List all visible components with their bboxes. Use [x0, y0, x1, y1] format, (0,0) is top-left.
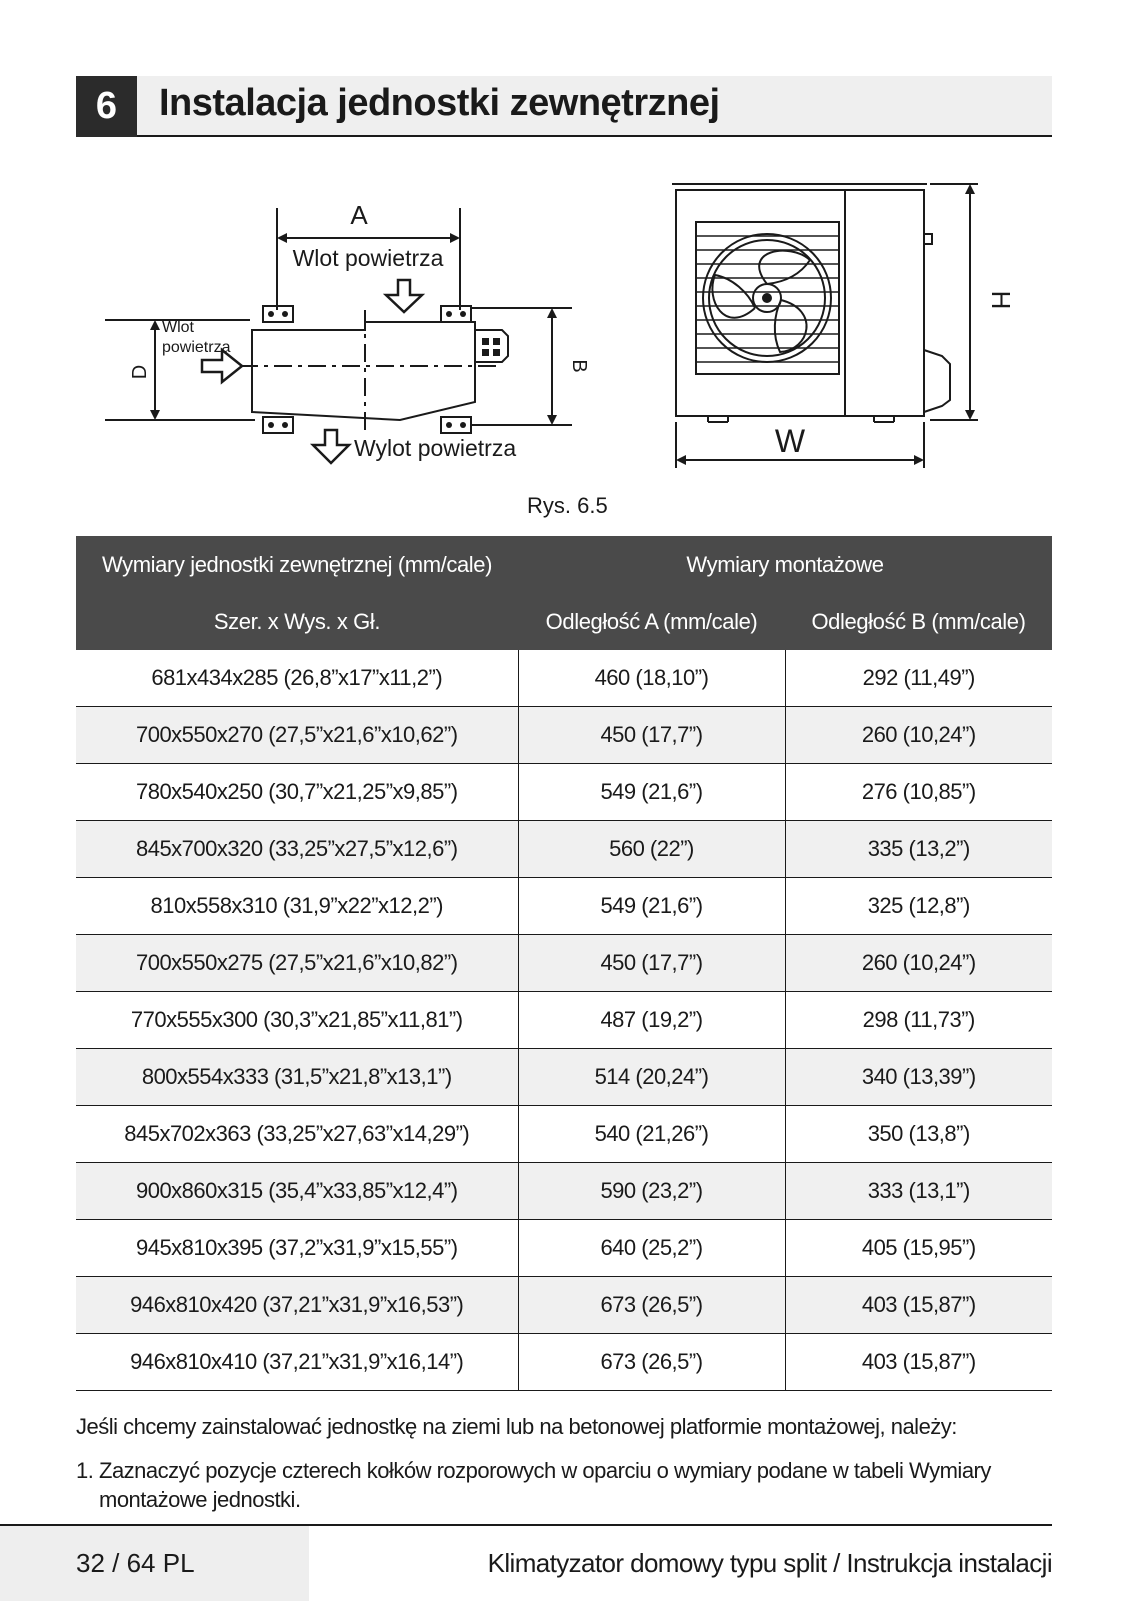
table-row: [76, 935, 1052, 992]
dimension-b-label: B: [568, 359, 590, 373]
section-title-bar: [137, 76, 1052, 137]
cell-distance-b: 333 (13,1”): [785, 1163, 1052, 1220]
section-title: Instalacja jednostki zewnętrznej: [159, 82, 720, 124]
cell-dimensions: 946x810x410 (37,21”x31,9”x16,14”): [76, 1334, 518, 1391]
air-inlet-top-label: Wlot powietrza: [292, 245, 444, 271]
cell-dimensions: 770x555x300 (30,3”x21,85”x11,81”): [76, 992, 518, 1049]
cell-distance-a: 450 (17,7”): [518, 935, 785, 992]
air-inlet-side-label-line1: Wlot: [162, 319, 194, 336]
page-number: 32 / 64 PL: [76, 1548, 195, 1578]
cell-dimensions: 810x558x310 (31,9”x22”x12,2”): [76, 878, 518, 935]
cell-distance-a: 673 (26,5”): [518, 1334, 785, 1391]
table-row: [76, 1220, 1052, 1277]
table-row: [76, 650, 1052, 707]
step-1-number: 1.: [76, 1458, 94, 1483]
document-title: Klimatyzator domowy typu split / Instrukcja instalacji: [487, 1548, 1052, 1578]
dimension-h-label: H: [986, 290, 1016, 310]
cell-distance-b: 335 (13,2”): [785, 821, 1052, 878]
section-number: 6: [76, 76, 137, 137]
header-distance-b: Odległość B (mm/cale): [785, 593, 1052, 650]
section-header: [76, 76, 1052, 137]
cell-distance-b: 276 (10,85”): [785, 764, 1052, 821]
cell-distance-a: 487 (19,2”): [518, 992, 785, 1049]
figure-caption: Rys. 6.5: [527, 493, 608, 518]
cell-dimensions: 700x550x270 (27,5”x21,6”x10,62”): [76, 707, 518, 764]
table-row: [76, 821, 1052, 878]
cell-dimensions: 780x540x250 (30,7”x21,25”x9,85”): [76, 764, 518, 821]
step-1: [76, 1456, 1036, 1514]
dimension-a-label: A: [350, 200, 368, 230]
table-header-row-1: [76, 536, 1052, 593]
table-row: [76, 1163, 1052, 1220]
table-row: [76, 1334, 1052, 1391]
cell-distance-b: 292 (11,49”): [785, 650, 1052, 707]
cell-distance-b: 403 (15,87”): [785, 1334, 1052, 1391]
cell-distance-a: 590 (23,2”): [518, 1163, 785, 1220]
air-outlet-label: Wylot powietrza: [354, 435, 517, 461]
cell-distance-b: 298 (11,73”): [785, 992, 1052, 1049]
dimensions-table: [76, 536, 1052, 1391]
cell-distance-b: 260 (10,24”): [785, 707, 1052, 764]
table-row: [76, 878, 1052, 935]
step-1-text: Zaznaczyć pozycje czterech kołków rozporowych w oparciu o wymiary podane w tabeli Wymiary montażowe jednostki.: [99, 1458, 991, 1512]
outdoor-unit-diagram: [0, 160, 1128, 530]
dimension-w-label: W: [774, 423, 806, 459]
header-mounting-dimensions: Wymiary montażowe: [518, 536, 1052, 593]
cell-distance-a: 560 (22”): [518, 821, 785, 878]
table-row: [76, 1277, 1052, 1334]
cell-distance-b: 405 (15,95”): [785, 1220, 1052, 1277]
cell-dimensions: 845x700x320 (33,25”x27,5”x12,6”): [76, 821, 518, 878]
cell-dimensions: 681x434x285 (26,8”x17”x11,2”): [76, 650, 518, 707]
cell-dimensions: 946x810x420 (37,21”x31,9”x16,53”): [76, 1277, 518, 1334]
header-width-height-depth: Szer. x Wys. x Gł.: [76, 593, 518, 650]
cell-distance-a: 549 (21,6”): [518, 764, 785, 821]
cell-distance-a: 540 (21,26”): [518, 1106, 785, 1163]
intro-paragraph: Jeśli chcemy zainstalować jednostkę na ziemi lub na betonowej platformie montażowej, należy:: [76, 1414, 957, 1439]
cell-distance-a: 514 (20,24”): [518, 1049, 785, 1106]
cell-distance-a: 549 (21,6”): [518, 878, 785, 935]
cell-dimensions: 845x702x363 (33,25”x27,63”x14,29”): [76, 1106, 518, 1163]
cell-dimensions: 800x554x333 (31,5”x21,8”x13,1”): [76, 1049, 518, 1106]
table-row: [76, 1106, 1052, 1163]
table-row: [76, 1049, 1052, 1106]
header-distance-a: Odległość A (mm/cale): [518, 593, 785, 650]
table-row: [76, 707, 1052, 764]
air-inlet-side-label-line2: powietrza: [162, 339, 231, 356]
dimension-d-label: D: [129, 364, 151, 380]
cell-distance-b: 260 (10,24”): [785, 935, 1052, 992]
table-header-row-2: [76, 593, 1052, 650]
cell-dimensions: 900x860x315 (35,4”x33,85”x12,4”): [76, 1163, 518, 1220]
header-unit-dimensions: Wymiary jednostki zewnętrznej (mm/cale): [76, 536, 518, 593]
table-row: [76, 764, 1052, 821]
cell-dimensions: 700x550x275 (27,5”x21,6”x10,82”): [76, 935, 518, 992]
table-row: [76, 992, 1052, 1049]
cell-dimensions: 945x810x395 (37,2”x31,9”x15,55”): [76, 1220, 518, 1277]
cell-distance-b: 325 (12,8”): [785, 878, 1052, 935]
cell-distance-b: 350 (13,8”): [785, 1106, 1052, 1163]
cell-distance-b: 340 (13,39”): [785, 1049, 1052, 1106]
cell-distance-a: 460 (18,10”): [518, 650, 785, 707]
cell-distance-a: 640 (25,2”): [518, 1220, 785, 1277]
cell-distance-b: 403 (15,87”): [785, 1277, 1052, 1334]
cell-distance-a: 673 (26,5”): [518, 1277, 785, 1334]
cell-distance-a: 450 (17,7”): [518, 707, 785, 764]
